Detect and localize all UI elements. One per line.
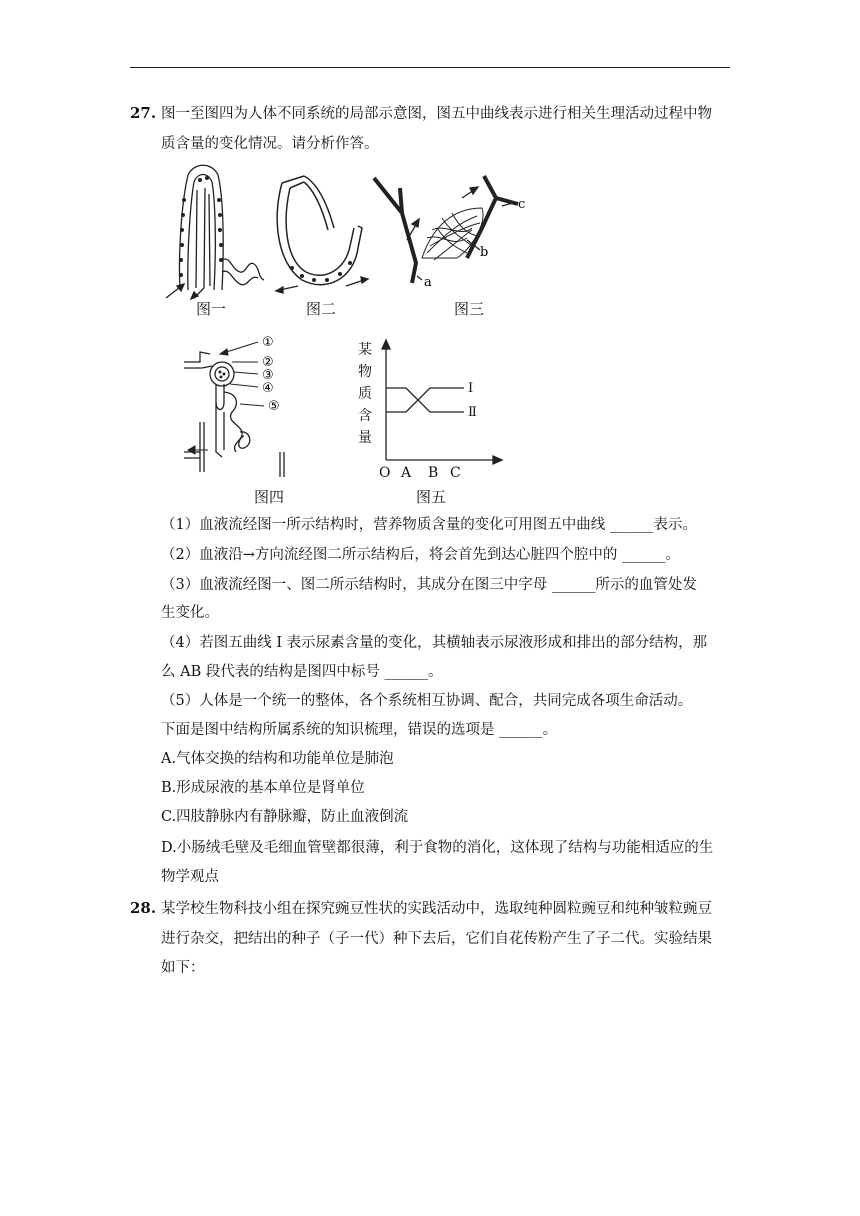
- figure-5-caption: 图五: [416, 488, 447, 506]
- figure-4-caption: 图四: [254, 488, 285, 506]
- figure-5-curve-label-1: Ⅰ: [468, 381, 474, 396]
- figure-4-label-4: ④: [262, 381, 274, 396]
- header-rule: [130, 67, 730, 68]
- sub-question-2: （2）血液沿→方向流经图二所示结构后，将会首先到达心脏四个腔中的 ______。: [161, 547, 680, 563]
- option-d-cont: 物学观点: [161, 869, 219, 885]
- figure-5-xtick-o: O: [379, 465, 391, 481]
- figure-5-xtick-c: C: [450, 465, 461, 481]
- figure-3-label-a: a: [424, 275, 432, 290]
- option-c: C.四肢静脉内有静脉瓣，防止血液倒流: [161, 809, 409, 825]
- option-a: A.气体交换的结构和功能单位是肺泡: [161, 751, 394, 767]
- figure-5-ylabel-1: 某: [358, 342, 372, 358]
- figure-1-villi: [160, 160, 270, 300]
- sub-question-5-cont: 下面是图中结构所属系统的知识梳理，错误的选项是 ______。: [161, 722, 558, 738]
- figure-4-label-5: ⑤: [268, 399, 280, 414]
- sub-question-4: （4）若图五曲线 I 表示尿素含量的变化，其横轴表示尿液形成和排出的部分结构，那: [161, 635, 708, 651]
- question-27-stem: 图一至图四为人体不同系统的局部示意图，图五中曲线表示进行相关生理活动过程中物: [161, 106, 712, 122]
- sub-question-3-cont: 生变化。: [161, 605, 219, 621]
- sub-question-3: （3）血液流经图一、图二所示结构时，其成分在图三中字母 ______所示的血管处发: [161, 577, 697, 593]
- figure-3-capillaries: [372, 168, 532, 293]
- figure-4-label-2: ②: [262, 355, 274, 370]
- figure-5-xtick-a: A: [401, 465, 412, 481]
- figure-5-ylabel-3: 质: [358, 386, 372, 402]
- question-28-stem-cont-1: 进行杂交，把结出的种子（子一代）种下去后，它们自花传粉产生了子二代。实验结果: [161, 931, 712, 947]
- question-28-stem-cont-2: 如下：: [161, 960, 205, 976]
- figure-3-label-b: b: [480, 245, 489, 260]
- figure-5-xtick-b: B: [428, 465, 439, 481]
- sub-question-1: （1）血液流经图一所示结构时，营养物质含量的变化可用图五中曲线 ______表示。: [161, 517, 697, 533]
- option-d: D.小肠绒毛壁及毛细血管壁都很薄，利于食物的消化，这体现了结构与功能相适应的生: [161, 840, 714, 856]
- question-28-number: 28.: [130, 899, 157, 917]
- figure-4-label-3: ③: [262, 368, 274, 383]
- question-27-stem-cont: 质含量的变化情况。请分析作答。: [161, 136, 379, 152]
- question-28-stem: 某学校生物科技小组在探究豌豆性状的实践活动中，选取纯种圆粒豌豆和纯种皱粒豌豆: [161, 901, 712, 917]
- sub-question-4-cont: 么 AB 段代表的结构是图四中标号 ______。: [161, 664, 443, 680]
- figure-5-curve-label-2: Ⅱ: [468, 405, 477, 420]
- figure-5-ylabel-5: 量: [358, 430, 372, 446]
- figure-3-caption: 图三: [454, 300, 485, 318]
- figure-5-ylabel-4: 含: [358, 408, 372, 424]
- figure-1-caption: 图一: [196, 300, 227, 318]
- figure-4-label-1: ①: [262, 335, 274, 350]
- figure-4-nephron: [180, 332, 310, 482]
- option-b: B.形成尿液的基本单位是肾单位: [161, 780, 365, 796]
- figure-2-alveolus: [272, 168, 372, 298]
- figure-2-caption: 图二: [306, 300, 337, 318]
- figure-3-label-c: c: [518, 197, 526, 212]
- sub-question-5: （5）人体是一个统一的整体，各个系统相互协调、配合，共同完成各项生命活动。: [161, 693, 693, 709]
- figure-5-graph: [350, 336, 510, 481]
- figure-5-ylabel-2: 物: [358, 364, 372, 380]
- question-27-number: 27.: [130, 104, 157, 122]
